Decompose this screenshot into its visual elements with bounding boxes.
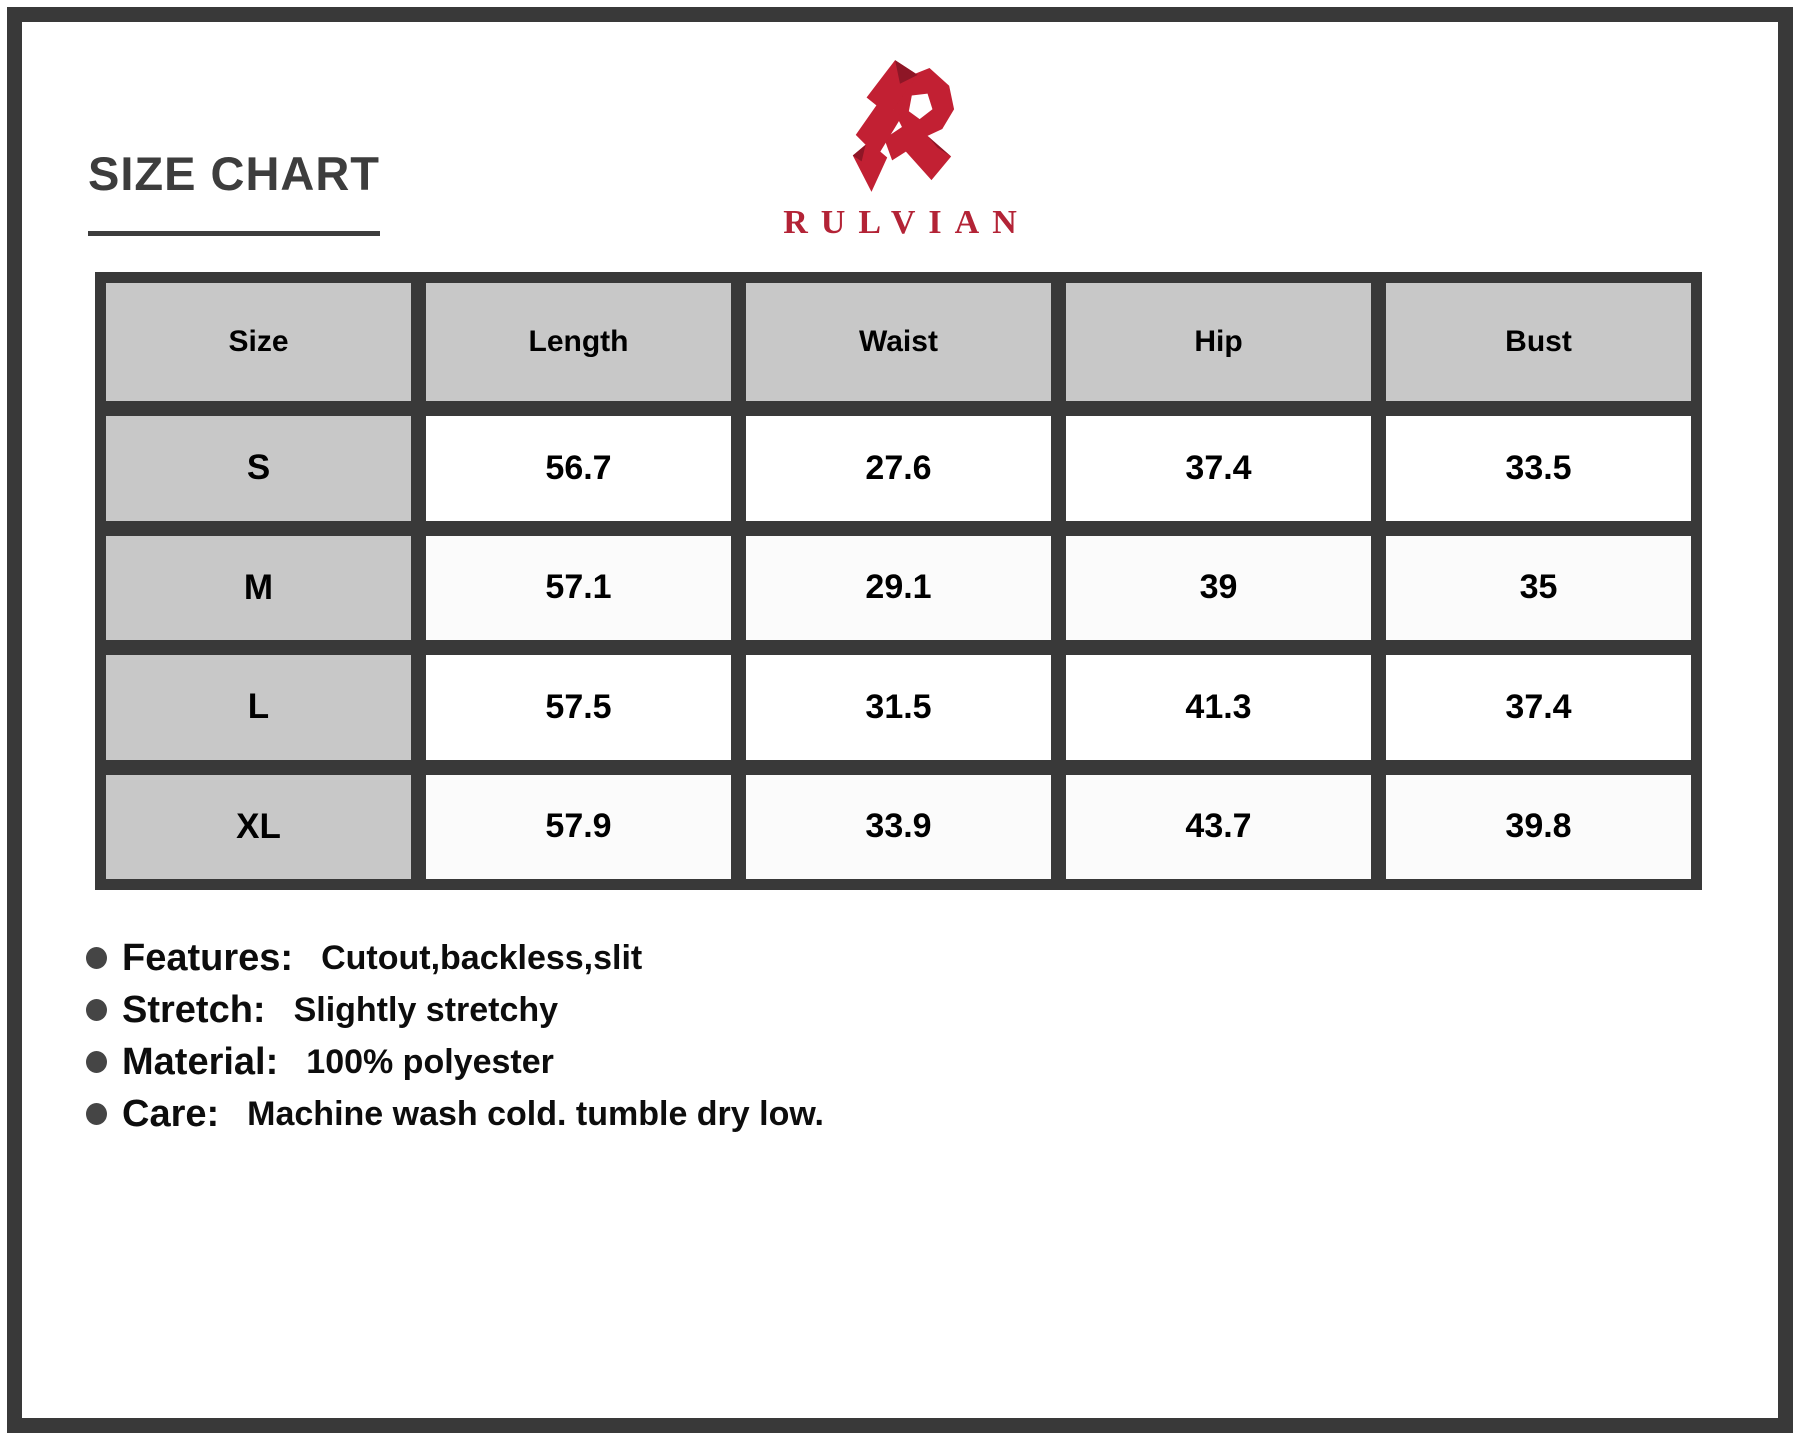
value-cell-m-hip: 39 [1066,536,1371,641]
note-label: Features: [122,936,294,979]
value-cell-m-length: 57.1 [426,536,731,641]
column-header-hip: Hip [1066,283,1371,401]
brand-logo [660,58,1140,242]
note-stretch [86,990,824,1030]
value-cell-m-bust: 35 [1386,536,1691,641]
value-cell-xl-waist: 33.9 [746,775,1051,880]
bullet-icon [86,947,107,969]
value-cell-s-waist: 27.6 [746,416,1051,521]
note-value: Cutout,backless,slit [321,938,643,977]
note-label: Stretch: [122,988,266,1031]
title-underline [88,231,380,236]
size-chart-table [95,272,1702,890]
title-block [88,147,380,236]
column-header-waist: Waist [746,283,1051,401]
column-header-size: Size [106,283,411,401]
column-header-bust: Bust [1386,283,1691,401]
column-header-length: Length [426,283,731,401]
note-value: 100% polyester [306,1042,554,1081]
product-notes-list [86,938,824,1146]
value-cell-l-waist: 31.5 [746,655,1051,760]
note-label: Care: [122,1092,220,1135]
note-value: Slightly stretchy [293,990,559,1029]
value-cell-xl-hip: 43.7 [1066,775,1371,880]
bullet-icon [86,1103,107,1125]
value-cell-s-hip: 37.4 [1066,416,1371,521]
bullet-icon [86,1051,107,1073]
size-cell-l: L [106,655,411,760]
size-cell-s: S [106,416,411,521]
note-material [86,1042,824,1082]
note-care [86,1094,824,1134]
value-cell-m-waist: 29.1 [746,536,1051,641]
value-cell-xl-bust: 39.8 [1386,775,1691,880]
note-features [86,938,824,978]
value-cell-l-length: 57.5 [426,655,731,760]
value-cell-s-length: 56.7 [426,416,731,521]
size-cell-xl: XL [106,775,411,880]
bullet-icon [86,999,107,1021]
note-label: Material: [122,1040,279,1083]
note-value: Machine wash cold. tumble dry low. [247,1094,824,1133]
value-cell-l-bust: 37.4 [1386,655,1691,760]
value-cell-xl-length: 57.9 [426,775,731,880]
value-cell-l-hip: 41.3 [1066,655,1371,760]
page-title: SIZE CHART [88,147,380,200]
brand-name: RULVIAN [783,204,1030,241]
value-cell-s-bust: 33.5 [1386,416,1691,521]
size-cell-m: M [106,536,411,641]
brand-r-monogram-icon [841,58,959,196]
